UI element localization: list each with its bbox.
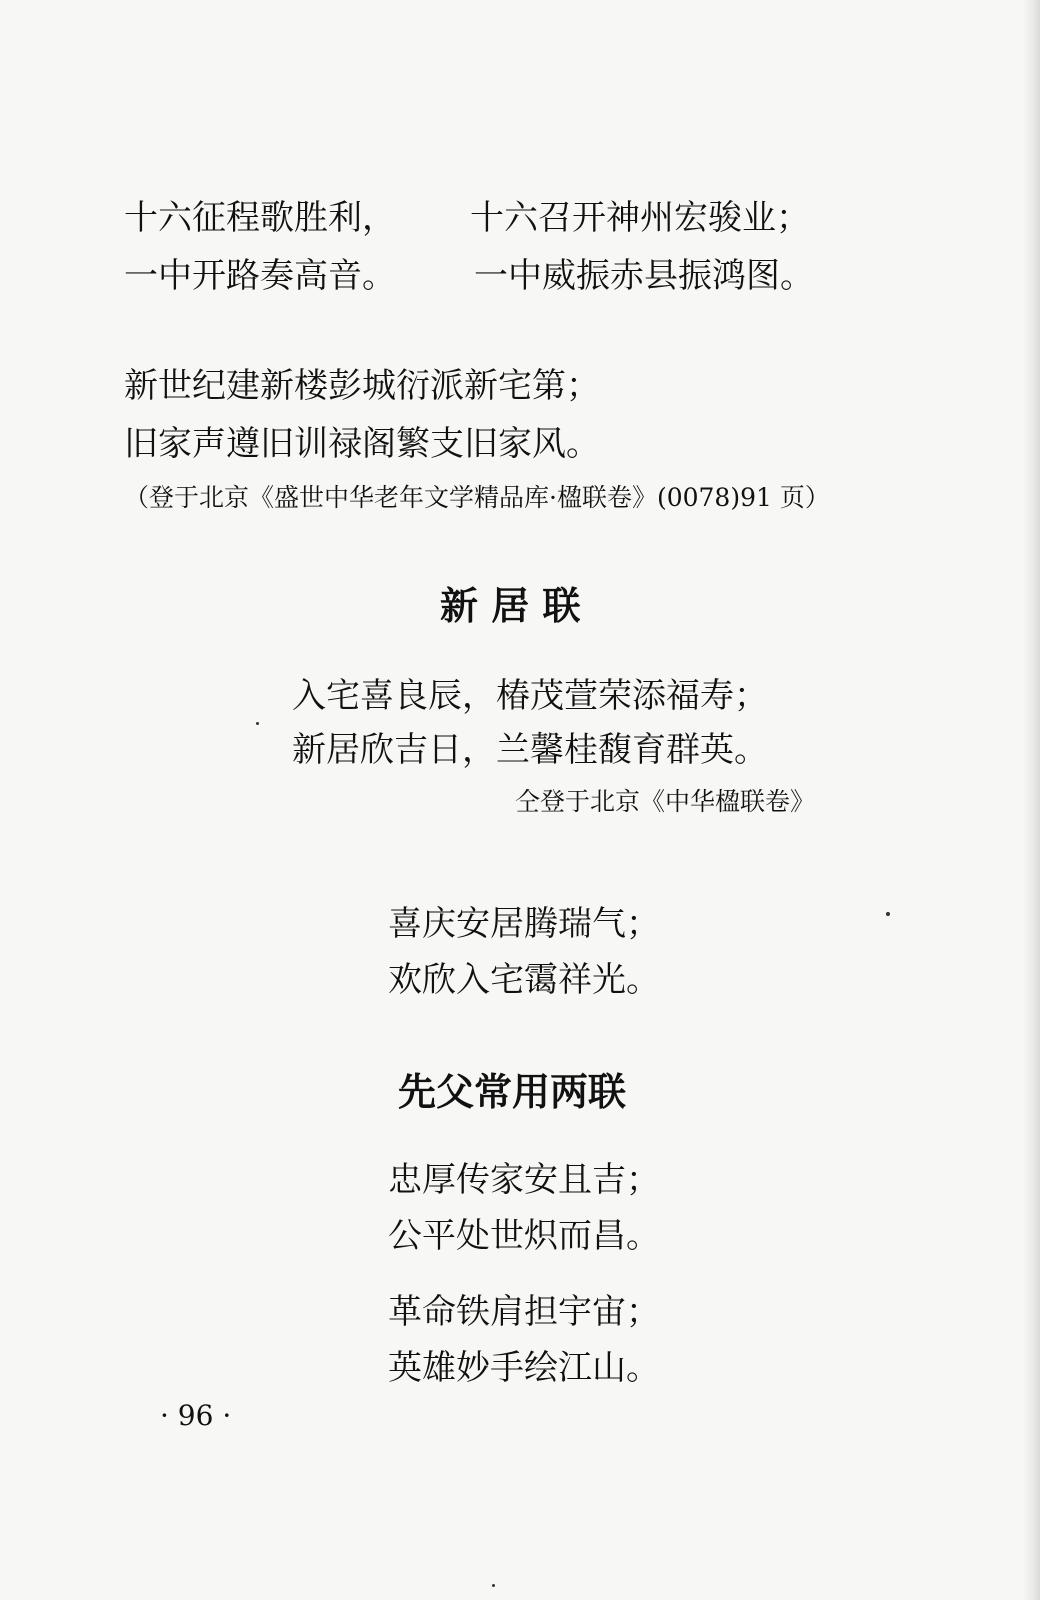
scan-speck	[886, 912, 890, 916]
couplet-1-upper-right: 十六召开神州宏骏业；	[470, 198, 810, 238]
couplet-1-lower-left: 一中开路奏高音。	[124, 256, 396, 296]
father-couplet-a-lower: 公平处世炽而昌。	[388, 1216, 660, 1256]
page-number: · 96 ·	[160, 1399, 232, 1432]
couplet-2-upper: 新世纪建新楼彭城衍派新宅第；	[124, 366, 600, 406]
scan-edge-shadow	[1022, 0, 1040, 1600]
new-home-publication-note: 仝登于北京《中华楹联卷》	[515, 787, 816, 816]
couplet-2-lower: 旧家声遵旧训禄阁繁支旧家风。	[124, 424, 600, 464]
father-couplet-b-lower: 英雄妙手绘江山。	[388, 1348, 660, 1388]
father-couplet-b-upper: 革命铁肩担宇宙；	[388, 1292, 660, 1332]
scan-speck	[492, 1584, 495, 1587]
new-home-couplet-a-upper: 入宅喜良辰，椿茂萱荣添福寿；	[292, 676, 768, 716]
father-couplet-a-upper: 忠厚传家安且吉；	[388, 1160, 660, 1200]
new-home-couplet-b-upper: 喜庆安居腾瑞气；	[388, 904, 660, 944]
scan-speck	[256, 722, 259, 725]
couplet-1-upper-left: 十六征程歌胜利，	[124, 198, 396, 238]
couplet-2-publication-note: （登于北京《盛世中华老年文学精品库·楹联卷》(0078)91 页）	[124, 483, 830, 512]
section-title-father: 先父常用两联	[398, 1070, 627, 1114]
section-title-new-home: 新 居 联	[440, 584, 581, 628]
new-home-couplet-a-lower: 新居欣吉日，兰馨桂馥育群英。	[292, 730, 768, 770]
couplet-1-lower-right: 一中威振赤县振鸿图。	[474, 256, 814, 296]
new-home-couplet-b-lower: 欢欣入宅霭祥光。	[388, 960, 660, 1000]
